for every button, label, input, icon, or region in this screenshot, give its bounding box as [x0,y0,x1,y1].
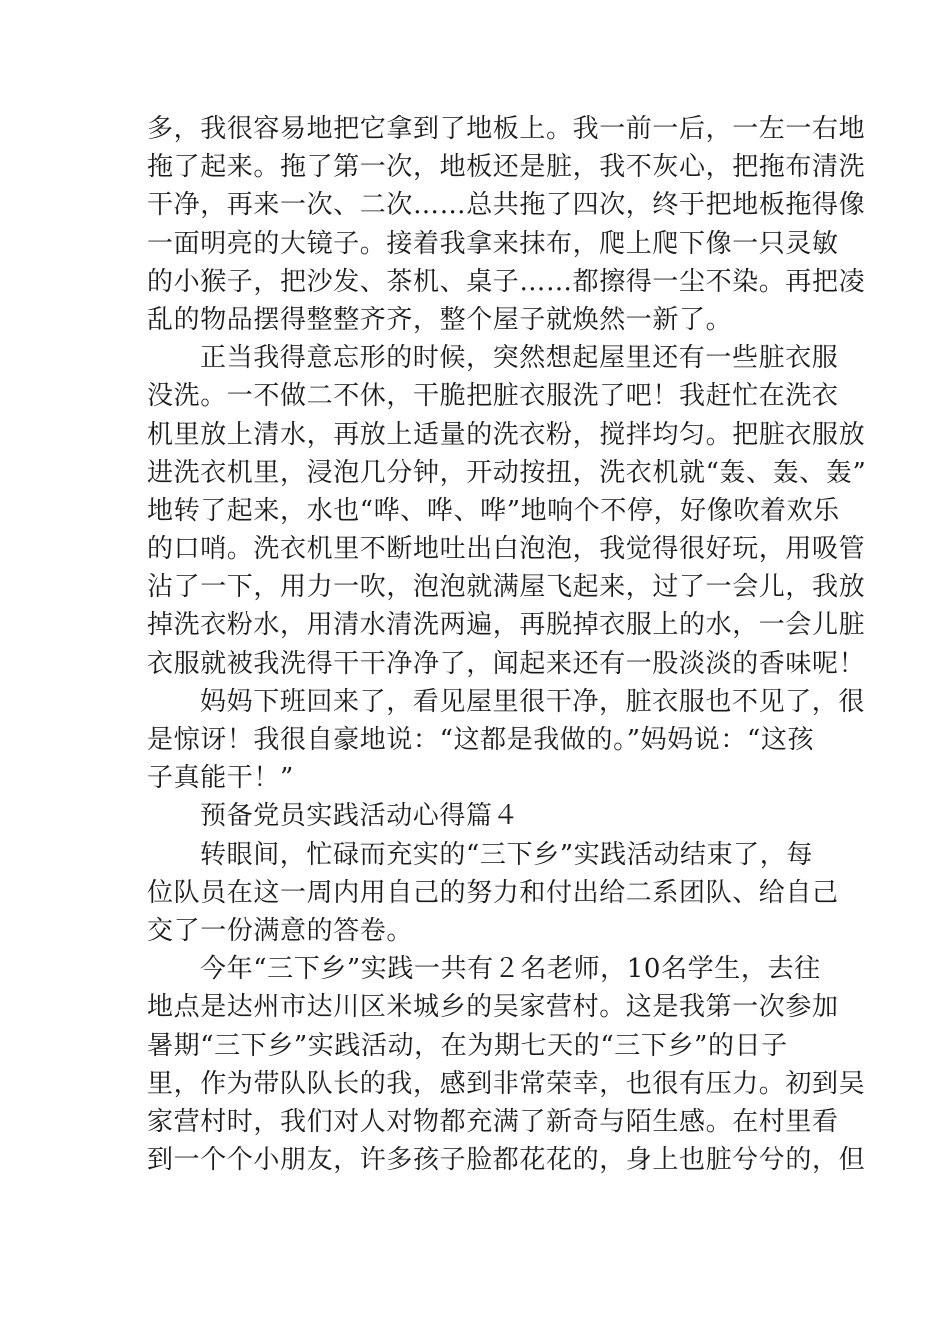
text-line: 掉洗衣粉水，用清水清洗两遍，再脱掉衣服上的水，一会儿脏 [147,610,866,641]
text-line: 的小猴子，把沙发、茶机、桌子……都擦得一尘不染。再把凌 [147,266,866,297]
paragraph-start-line: 妈妈下班回来了，看见屋里很干净，脏衣服也不见了，很 [200,686,866,717]
text-line: 一面明亮的大镜子。接着我拿来抹布，爬上爬下像一只灵敏 [147,228,839,259]
text-line: 的口哨。洗衣机里不断地吐出白泡泡，我觉得很好玩，用吸管 [147,534,866,565]
section-heading: 预备党员实践活动心得篇４ [200,801,520,832]
text-line: 多，我很容易地把它拿到了地板上。我一前一后，一左一右地 [147,114,866,144]
text-line: 子真能干！” [147,763,294,794]
text-line: 地点是达州市达川区米城乡的吴家营村。这是我第一次参加 [147,992,839,1023]
paragraph-start-line: 今年“三下乡”实践一共有２名老师，10名学生，去往 [200,954,821,985]
text-line: 到一个个小朋友，许多孩子脸都花花的，身上也脏兮兮的，但 [147,1145,866,1176]
text-line: 交了一份满意的答卷。 [147,915,414,946]
text-line: 干净，再来一次、二次……总共拖了四次，终于把地板拖得像 [147,190,866,221]
text-line: 位队员在这一周内用自己的努力和付出给二系团队、给自己 [147,877,839,908]
text-line: 乱的物品摆得整整齐齐，整个屋子就焕然一新了。 [147,304,733,335]
text-line: 地转了起来，水也“哗、哗、哗”地响个不停，好像吹着欢乐 [147,495,840,526]
document-body [147,110,867,1179]
paragraph-start-line: 转眼间，忙碌而充实的“三下乡”实践活动结束了，每 [200,839,813,870]
paragraph-start-line: 正当我得意忘形的时候，突然想起屋里还有一些脏衣服 [200,343,839,374]
text-line: 机里放上清水，再放上适量的洗衣粉，搅拌均匀。把脏衣服放 [147,419,866,450]
text-line: 是惊讶！我很自豪地说：“这都是我做的。”妈妈说：“这孩 [147,725,815,755]
text-line: 沾了一下，用力一吹，泡泡就满屋飞起来，过了一会儿，我放 [147,572,866,603]
text-line: 进洗衣机里，浸泡几分钟，开动按扭，洗衣机就“轰、轰、轰” [147,457,867,488]
text-line: 里，作为带队队长的我，感到非常荣幸，也很有压力。初到吴 [147,1068,866,1099]
text-line: 家营村时，我们对人对物都充满了新奇与陌生感。在村里看 [147,1106,839,1137]
text-line: 拖了起来。拖了第一次，地板还是脏，我不灰心，把拖布清洗 [147,152,866,183]
text-line: 暑期“三下乡”实践活动，在为期七天的“三下乡”的日子 [147,1030,788,1061]
text-line: 没洗。一不做二不休，干脆把脏衣服洗了吧！我赶忙在洗衣 [147,381,839,412]
text-line: 衣服就被我洗得干干净净了，闻起来还有一股淡淡的香味呢！ [147,648,866,679]
